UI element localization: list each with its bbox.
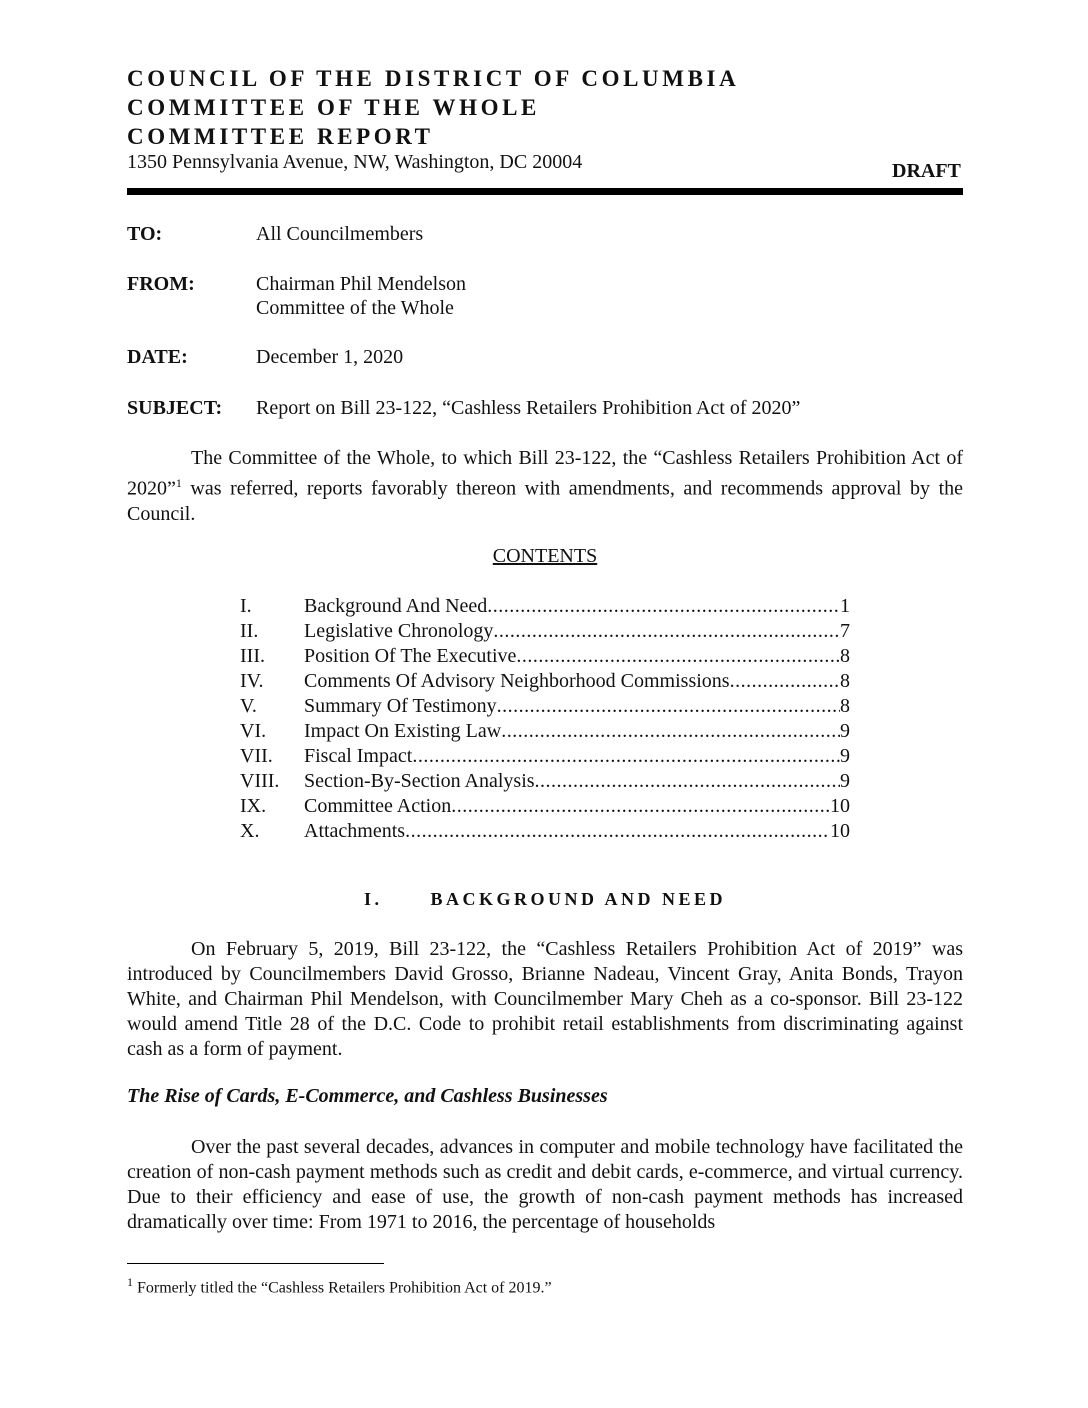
- toc-number: I.: [240, 595, 252, 617]
- toc-leader: [493, 619, 840, 644]
- intro-text-start: The Committee of the Whole, to which Bill 23-122, the “Cashless Retailers Prohibition Act of 2020”: [127, 447, 963, 500]
- toc-number: VI.: [240, 720, 267, 742]
- toc-number: IX.: [240, 795, 267, 817]
- draft-label: DRAFT: [892, 160, 961, 182]
- toc-leader: [730, 669, 840, 694]
- background-paragraph: [127, 937, 963, 1062]
- toc-title: Committee Action: [304, 795, 452, 817]
- toc-item[interactable]: [240, 594, 850, 619]
- toc-leader: [501, 719, 840, 744]
- intro-paragraph: [127, 446, 963, 527]
- toc-number: V.: [240, 695, 257, 717]
- toc-leader: [405, 819, 830, 844]
- from-value-committee: Committee of the Whole: [256, 297, 454, 319]
- to-label: TO:: [127, 223, 163, 245]
- toc-page: 8: [840, 645, 850, 667]
- subject-label: SUBJECT:: [127, 397, 223, 419]
- contents-title: CONTENTS: [492, 545, 598, 567]
- toc-number: IV.: [240, 670, 264, 692]
- subject-value: Report on Bill 23-122, “Cashless Retailers Prohibition Act of 2020”: [256, 397, 801, 419]
- toc-title: Attachments: [304, 820, 406, 842]
- footnote-separator: [127, 1263, 384, 1264]
- footnote: [127, 1275, 552, 1297]
- toc-title: Comments Of Advisory Neighborhood Commissions: [304, 670, 730, 692]
- subsection-heading: The Rise of Cards, E-Commerce, and Cashless Businesses: [127, 1085, 608, 1107]
- toc-title: Position Of The Executive: [304, 645, 517, 667]
- toc-page: 10: [830, 820, 850, 842]
- toc-title: Legislative Chronology: [304, 620, 494, 642]
- toc-leader: [412, 744, 840, 769]
- toc-page: 10: [830, 795, 850, 817]
- toc-number: VII.: [240, 745, 273, 767]
- date-label: DATE:: [127, 346, 188, 368]
- to-value: All Councilmembers: [256, 223, 424, 245]
- toc-title: Section-By-Section Analysis: [304, 770, 535, 792]
- toc-item[interactable]: [240, 694, 850, 719]
- committee-title: COMMITTEE OF THE WHOLE: [127, 95, 540, 120]
- trend-text: Over the past several decades, advances in computer and mobile technology have facilitated the creation of non-cash payment methods such as credit and debit cards, e-commerce, and virtual currency. Due to their efficiency and ease of use, the growth of non-cash payment methods has increased dramatically over time: From 1971 to 2016, the percentage of households: [127, 1136, 963, 1233]
- from-label: FROM:: [127, 273, 195, 295]
- date-value: December 1, 2020: [256, 346, 404, 368]
- toc-leader: [535, 769, 840, 794]
- address: 1350 Pennsylvania Avenue, NW, Washington, DC 20004: [127, 151, 583, 173]
- report-title: COMMITTEE REPORT: [127, 124, 434, 149]
- toc-leader: [451, 794, 830, 819]
- toc-page: 8: [840, 695, 850, 717]
- toc-item[interactable]: [240, 669, 850, 694]
- toc-page: 8: [840, 670, 850, 692]
- toc-item[interactable]: [240, 619, 850, 644]
- toc-number: III.: [240, 645, 265, 667]
- section-heading: I. BACKGROUND AND NEED: [363, 889, 727, 909]
- toc-item[interactable]: [240, 744, 850, 769]
- intro-text-end: was referred, reports favorably thereon with amendments, and recommends approval by the Council.: [127, 477, 963, 525]
- toc-leader: [497, 694, 840, 719]
- toc-title: Summary Of Testimony: [304, 695, 497, 717]
- header-rule: [127, 188, 963, 195]
- toc-title: Impact On Existing Law: [304, 720, 502, 742]
- toc-item[interactable]: [240, 644, 850, 669]
- toc-title: Background And Need: [304, 595, 488, 617]
- toc-page: 9: [840, 745, 850, 767]
- toc-leader: [487, 594, 840, 619]
- toc-title: Fiscal Impact: [304, 745, 413, 767]
- toc-item[interactable]: [240, 794, 850, 819]
- toc-item[interactable]: [240, 819, 850, 844]
- toc-item[interactable]: [240, 769, 850, 794]
- toc-number: II.: [240, 620, 259, 642]
- toc-page: 9: [840, 770, 850, 792]
- footnote-text: Formerly titled the “Cashless Retailers Prohibition Act of 2019.”: [133, 1279, 552, 1297]
- toc-number: X.: [240, 820, 260, 842]
- toc-page: 9: [840, 720, 850, 742]
- council-title: COUNCIL OF THE DISTRICT OF COLUMBIA: [127, 66, 740, 91]
- toc-page: 7: [840, 620, 850, 642]
- toc-leader: [516, 644, 840, 669]
- toc-page: 1: [840, 595, 850, 617]
- footnote-number: 1: [127, 1275, 133, 1289]
- background-text: On February 5, 2019, Bill 23-122, the “Cashless Retailers Prohibition Act of 2019” was introduced by Councilmembers David Grosso, Brianne Nadeau, Vincent Gray, Anita Bonds, Trayon White, and Chairman Phil Mendelson, with Councilmember Mary Cheh as a co-sponsor. Bill 23-122 would amend Title 28 of the D.C. Code to prohibit retail establishments from discriminating against cash as a form of payment.: [127, 938, 963, 1060]
- toc-number: VIII.: [240, 770, 280, 792]
- toc-item[interactable]: [240, 719, 850, 744]
- from-value-name: Chairman Phil Mendelson: [256, 273, 466, 295]
- trend-paragraph: [127, 1135, 963, 1235]
- footnote-ref[interactable]: 1: [175, 476, 182, 490]
